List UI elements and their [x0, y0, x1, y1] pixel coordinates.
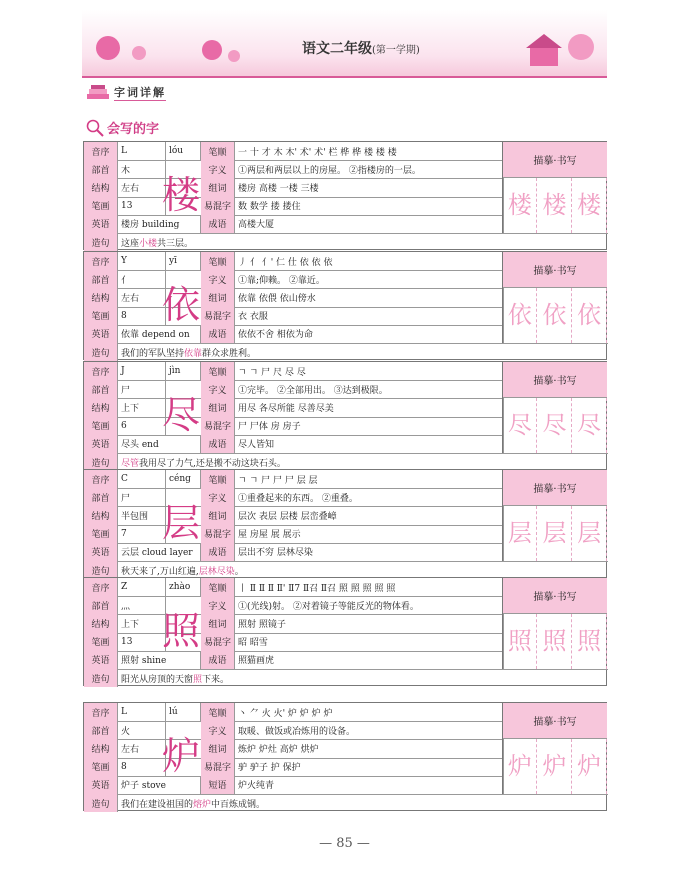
card-row: [84, 398, 504, 416]
label-yinxu: 音序: [84, 470, 118, 488]
label-yingyu: 英语: [84, 215, 118, 233]
label-chengyu: 成语: [201, 651, 235, 669]
trace-character[interactable]: 层: [538, 506, 572, 561]
label-yingyu: 英语: [84, 651, 118, 669]
label-yihunzi: 易混字: [201, 307, 235, 325]
big-character: 层: [161, 501, 200, 546]
sentence-text: 阳光从房顶的天窗: [121, 674, 194, 685]
trace-practice-box: [502, 252, 606, 343]
trace-characters: [503, 739, 607, 794]
label-zuci: 组词: [201, 614, 235, 632]
label-ziyi: 字义: [201, 596, 235, 614]
label-bushou: 部首: [84, 380, 118, 398]
value-ziyi: ①完毕。 ②全部用出。 ③达到极限。: [235, 380, 504, 398]
trace-header: 描摹·书写: [503, 578, 607, 614]
card-row: [84, 794, 608, 812]
label-ziyi: 字义: [201, 380, 235, 398]
sentence-highlight: 小楼: [139, 238, 158, 249]
label-bushou: 部首: [84, 488, 118, 506]
label-bishun: 笔顺: [201, 252, 235, 270]
label-yinxu: 音序: [84, 362, 118, 380]
value-pinyin: céng: [166, 470, 201, 488]
card-row: [84, 739, 504, 757]
sentence-text: 我用尽了力气,还是搬不动这块石头。: [139, 458, 286, 469]
value-bihua: 13: [118, 633, 166, 651]
label-bishun: 笔顺: [201, 142, 235, 160]
label-zaoju: 造句: [84, 561, 118, 579]
card-row: [84, 215, 504, 233]
decoration-circle: [228, 50, 240, 62]
value-pinyin: zhào: [166, 578, 201, 596]
value-chengyu: 层出不穷 层林尽染: [235, 543, 504, 561]
value-yinxu: Y: [118, 252, 166, 270]
label-zaoju: 造句: [84, 343, 118, 361]
label-yihunzi: 易混字: [201, 633, 235, 651]
label-yihunzi: 易混字: [201, 758, 235, 776]
label-bushou: 部首: [84, 160, 118, 178]
books-icon: [86, 85, 110, 101]
value-yihunzi: 衣 衣服: [235, 307, 504, 325]
label-zuci: 组词: [201, 506, 235, 524]
label-bihua: 笔画: [84, 758, 118, 776]
card-row: [84, 776, 504, 794]
label-chengyu: 成语: [201, 215, 235, 233]
value-bihua: 13: [118, 197, 166, 215]
trace-practice-box: [502, 703, 606, 794]
label-chengyu: 成语: [201, 435, 235, 453]
sentence-text: 我们的军队坚持: [121, 348, 185, 359]
value-yinxu: L: [118, 703, 166, 721]
label-jiegou: 结构: [84, 506, 118, 524]
label-yingyu: 英语: [84, 325, 118, 343]
value-jiegou: 左右: [118, 288, 166, 306]
value-bishun: 丨 Ⅱ Ⅱ Ⅱ Ⅱ' Ⅱ7 Ⅱ召 Ⅱ召 照 照 照 照 照: [235, 578, 504, 596]
label-bihua: 笔画: [84, 525, 118, 543]
label-bishun: 笔顺: [201, 578, 235, 596]
section-label: 字词详解: [114, 86, 166, 99]
big-character: 楼: [161, 173, 200, 218]
value-zuci: 炼炉 炉灶 高炉 烘炉: [235, 739, 504, 757]
label-yingyu: 英语: [84, 543, 118, 561]
label-yinxu: 音序: [84, 252, 118, 270]
label-zaoju: 造句: [84, 453, 118, 471]
trace-header: 描摹·书写: [503, 470, 607, 506]
card-row: [84, 307, 504, 325]
value-bushou: 亻: [118, 270, 166, 288]
value-bishun: ㄱ ㄱ 尸 尺 尽 尽: [235, 362, 504, 380]
trace-practice-box: [502, 362, 606, 453]
label-bihua: 笔画: [84, 633, 118, 651]
card-row: [84, 758, 504, 776]
big-character: 尽: [161, 393, 200, 438]
page-number: — 85 —: [319, 836, 370, 851]
card-row: [84, 543, 504, 561]
label-ziyi: 字义: [201, 270, 235, 288]
card-row: [84, 614, 504, 632]
sentence-highlight: 尽管: [121, 458, 140, 469]
card-row: [84, 325, 504, 343]
sentence-text: 下来。: [202, 674, 230, 685]
label-zuci: 组词: [201, 288, 235, 306]
sentence-text: 我们在建设祖国的: [121, 799, 194, 810]
trace-character[interactable]: 照: [573, 614, 607, 669]
value-bushou: 木: [118, 160, 166, 178]
section-word-explain: [86, 84, 166, 101]
value-bushou: 尸: [118, 488, 166, 506]
sentence-text: 群众求胜利。: [202, 348, 257, 359]
trace-header: 描摹·书写: [503, 142, 607, 178]
label-yingyu: 英语: [84, 435, 118, 453]
value-ziyi: ①(光线)射。 ②对着镜子等能反光的物体看。: [235, 596, 504, 614]
label-jiegou: 结构: [84, 739, 118, 757]
character-card: [83, 361, 607, 470]
value-yihunzi: 尸 尸体 房 房子: [235, 417, 504, 435]
card-row: [84, 470, 504, 488]
value-pinyin: lú: [166, 703, 201, 721]
label-bihua: 笔画: [84, 307, 118, 325]
trace-character[interactable]: 照: [538, 614, 572, 669]
label-yihunzi: 易混字: [201, 417, 235, 435]
card-row: [84, 142, 504, 160]
label-yinxu: 音序: [84, 578, 118, 596]
label-ziyi: 字义: [201, 160, 235, 178]
sentence-highlight: 熔炉: [193, 799, 212, 810]
label-jiegou: 结构: [84, 288, 118, 306]
card-row: [84, 703, 504, 721]
card-row: [84, 380, 504, 398]
title-subtitle: (第一学期): [372, 45, 420, 56]
value-ziyi: 取暖、做饭或冶炼用的设备。: [235, 721, 504, 739]
trace-characters: [503, 506, 607, 561]
decoration-circle: [568, 34, 594, 60]
trace-character[interactable]: 炉: [503, 739, 537, 794]
value-chengyu: 尽人皆知: [235, 435, 504, 453]
card-row: [84, 525, 504, 543]
sentence-text: 共三层。: [157, 238, 194, 249]
sentence-highlight: 依靠: [184, 348, 203, 359]
trace-character[interactable]: 依: [573, 288, 607, 343]
decoration-house-roof: [526, 34, 562, 48]
card-row: [84, 197, 504, 215]
value-jiegou: 上下: [118, 398, 166, 416]
label-yihunzi: 易混字: [201, 197, 235, 215]
trace-characters: [503, 614, 607, 669]
card-row: [84, 435, 504, 453]
value-bushou: 火: [118, 721, 166, 739]
value-chengyu: 照猫画虎: [235, 651, 504, 669]
label-yihunzi: 易混字: [201, 525, 235, 543]
value-bihua: 6: [118, 417, 166, 435]
label-yinxu: 音序: [84, 703, 118, 721]
trace-practice-box: [502, 142, 606, 233]
value-yihunzi: 屋 房屋 展 展示: [235, 525, 504, 543]
character-card: [83, 251, 607, 360]
card-row: [84, 596, 504, 614]
label-zuci: 组词: [201, 178, 235, 196]
trace-character[interactable]: 尽: [538, 398, 572, 453]
card-row: [84, 506, 504, 524]
decoration-circle: [132, 46, 146, 60]
sentence-highlight: 层林尽染: [198, 566, 235, 577]
label-bushou: 部首: [84, 270, 118, 288]
value-chengyu: 依依不舍 相依为命: [235, 325, 504, 343]
page-banner: [82, 10, 607, 78]
character-card: [83, 141, 607, 250]
value-zaoju: [118, 233, 608, 251]
trace-characters: [503, 288, 607, 343]
label-jiegou: 结构: [84, 614, 118, 632]
value-yihunzi: 驴 驴子 护 保护: [235, 758, 504, 776]
value-jiegou: 左右: [118, 178, 166, 196]
trace-character[interactable]: 层: [573, 506, 607, 561]
value-zaoju: [118, 794, 608, 812]
value-pinyin: jìn: [166, 362, 201, 380]
trace-character[interactable]: 层: [503, 506, 537, 561]
label-bishun: 笔顺: [201, 362, 235, 380]
card-row: [84, 669, 608, 687]
label-bishun: 笔顺: [201, 470, 235, 488]
label-bushou: 部首: [84, 596, 118, 614]
character-card: [83, 702, 607, 811]
label-zuci: 组词: [201, 398, 235, 416]
label-jiegou: 结构: [84, 398, 118, 416]
sentence-text: 。: [234, 566, 244, 577]
value-zaoju: [118, 669, 608, 687]
trace-character[interactable]: 炉: [538, 739, 572, 794]
card-row: [84, 488, 504, 506]
value-zuci: 层次 表层 层楼 层峦叠嶂: [235, 506, 504, 524]
trace-character[interactable]: 尽: [503, 398, 537, 453]
card-row: [84, 288, 504, 306]
label-bihua: 笔画: [84, 417, 118, 435]
decoration-circle: [202, 40, 222, 60]
value-zuci: 依靠 依偎 依山傍水: [235, 288, 504, 306]
trace-character[interactable]: 尽: [573, 398, 607, 453]
section-label: 会写的字: [107, 122, 160, 137]
trace-characters: [503, 398, 607, 453]
label-zaoju: 造句: [84, 669, 118, 687]
label-zaoju: 造句: [84, 794, 118, 812]
trace-character[interactable]: 炉: [573, 739, 607, 794]
value-yinxu: L: [118, 142, 166, 160]
value-yihunzi: 昭 昭雪: [235, 633, 504, 651]
label-yinxu: 音序: [84, 142, 118, 160]
label-bihua: 笔画: [84, 197, 118, 215]
value-zuci: 楼房 高楼 一楼 三楼: [235, 178, 504, 196]
sentence-text: 秋天来了,万山红遍,: [121, 566, 199, 577]
sentence-text: 这座: [121, 238, 140, 249]
value-bishun: ㄱ ㄱ 尸 尸 尸 层 层: [235, 470, 504, 488]
value-pinyin: yī: [166, 252, 201, 270]
value-jiegou: 上下: [118, 614, 166, 632]
value-jiegou: 半包围: [118, 506, 166, 524]
value-yingyu: 照射 shine: [118, 651, 201, 669]
big-character: 炉: [161, 734, 200, 779]
label-ziyi: 字义: [201, 721, 235, 739]
label-jiegou: 结构: [84, 178, 118, 196]
value-zaoju: [118, 343, 608, 361]
label-bushou: 部首: [84, 721, 118, 739]
big-character: 照: [161, 609, 200, 654]
character-card: [83, 577, 607, 686]
label-chengyu: 短语: [201, 776, 235, 794]
character-card: [83, 469, 607, 578]
page-title: [302, 38, 420, 58]
label-bishun: 笔顺: [201, 703, 235, 721]
value-zuci: 用尽 各尽所能 尽善尽美: [235, 398, 504, 416]
label-chengyu: 成语: [201, 543, 235, 561]
trace-character[interactable]: 楼: [538, 178, 572, 233]
label-yingyu: 英语: [84, 776, 118, 794]
value-bishun: 丶 ⺈ 火 火' 炉 炉 炉 炉: [235, 703, 504, 721]
value-chengyu: 高楼大厦: [235, 215, 504, 233]
magnifier-icon: [86, 119, 104, 137]
value-ziyi: ①重叠起来的东西。 ②重叠。: [235, 488, 504, 506]
value-yingyu: 尽头 end: [118, 435, 201, 453]
value-pinyin: lóu: [166, 142, 201, 160]
value-bushou: 尸: [118, 380, 166, 398]
value-yinxu: C: [118, 470, 166, 488]
decoration-circle: [96, 36, 120, 60]
value-yingyu: 炉子 stove: [118, 776, 201, 794]
value-yingyu: 云层 cloud layer: [118, 543, 201, 561]
sentence-highlight: 照: [193, 674, 203, 685]
value-yingyu: 楼房 building: [118, 215, 201, 233]
card-row: [84, 578, 504, 596]
value-bihua: 7: [118, 525, 166, 543]
value-ziyi: ①两层和两层以上的房屋。 ②指楼房的一层。: [235, 160, 504, 178]
label-zaoju: 造句: [84, 233, 118, 251]
value-bishun: 一 十 才 木 木' 术' 术' 栏 桦 桦 楼 楼 楼: [235, 142, 504, 160]
title-text: 语文二年级: [302, 41, 372, 57]
value-bushou: 灬: [118, 596, 166, 614]
trace-character[interactable]: 依: [503, 288, 537, 343]
card-row: [84, 417, 504, 435]
card-row: [84, 343, 608, 361]
card-row: [84, 252, 504, 270]
trace-header: 描摹·书写: [503, 252, 607, 288]
trace-practice-box: [502, 470, 606, 561]
value-yingyu: 依靠 depend on: [118, 325, 201, 343]
trace-character[interactable]: 照: [503, 614, 537, 669]
card-row: [84, 160, 504, 178]
card-row: [84, 362, 504, 380]
value-bihua: 8: [118, 307, 166, 325]
trace-practice-box: [502, 578, 606, 669]
value-jiegou: 左右: [118, 739, 166, 757]
trace-characters: [503, 178, 607, 233]
value-chengyu: 炉火纯青: [235, 776, 504, 794]
value-yinxu: J: [118, 362, 166, 380]
trace-character[interactable]: 楼: [573, 178, 607, 233]
big-character: 依: [161, 283, 200, 328]
card-row: [84, 270, 504, 288]
trace-character[interactable]: 楼: [503, 178, 537, 233]
trace-character[interactable]: 依: [538, 288, 572, 343]
decoration-house: [530, 46, 558, 66]
card-row: [84, 721, 504, 739]
label-ziyi: 字义: [201, 488, 235, 506]
value-bihua: 8: [118, 758, 166, 776]
label-chengyu: 成语: [201, 325, 235, 343]
card-row: [84, 233, 608, 251]
value-yihunzi: 数 数学 搂 搂住: [235, 197, 504, 215]
label-zuci: 组词: [201, 739, 235, 757]
card-row: [84, 178, 504, 196]
card-row: [84, 651, 504, 669]
section-write-chars: [86, 118, 159, 137]
trace-header: 描摹·书写: [503, 362, 607, 398]
sentence-text: 中百炼成钢。: [211, 799, 266, 810]
value-zuci: 照射 照镜子: [235, 614, 504, 632]
value-yinxu: Z: [118, 578, 166, 596]
value-bishun: 丿 亻 亻' 仁 仕 依 依 依: [235, 252, 504, 270]
value-ziyi: ①靠;仰赖。 ②靠近。: [235, 270, 504, 288]
trace-header: 描摹·书写: [503, 703, 607, 739]
card-row: [84, 633, 504, 651]
